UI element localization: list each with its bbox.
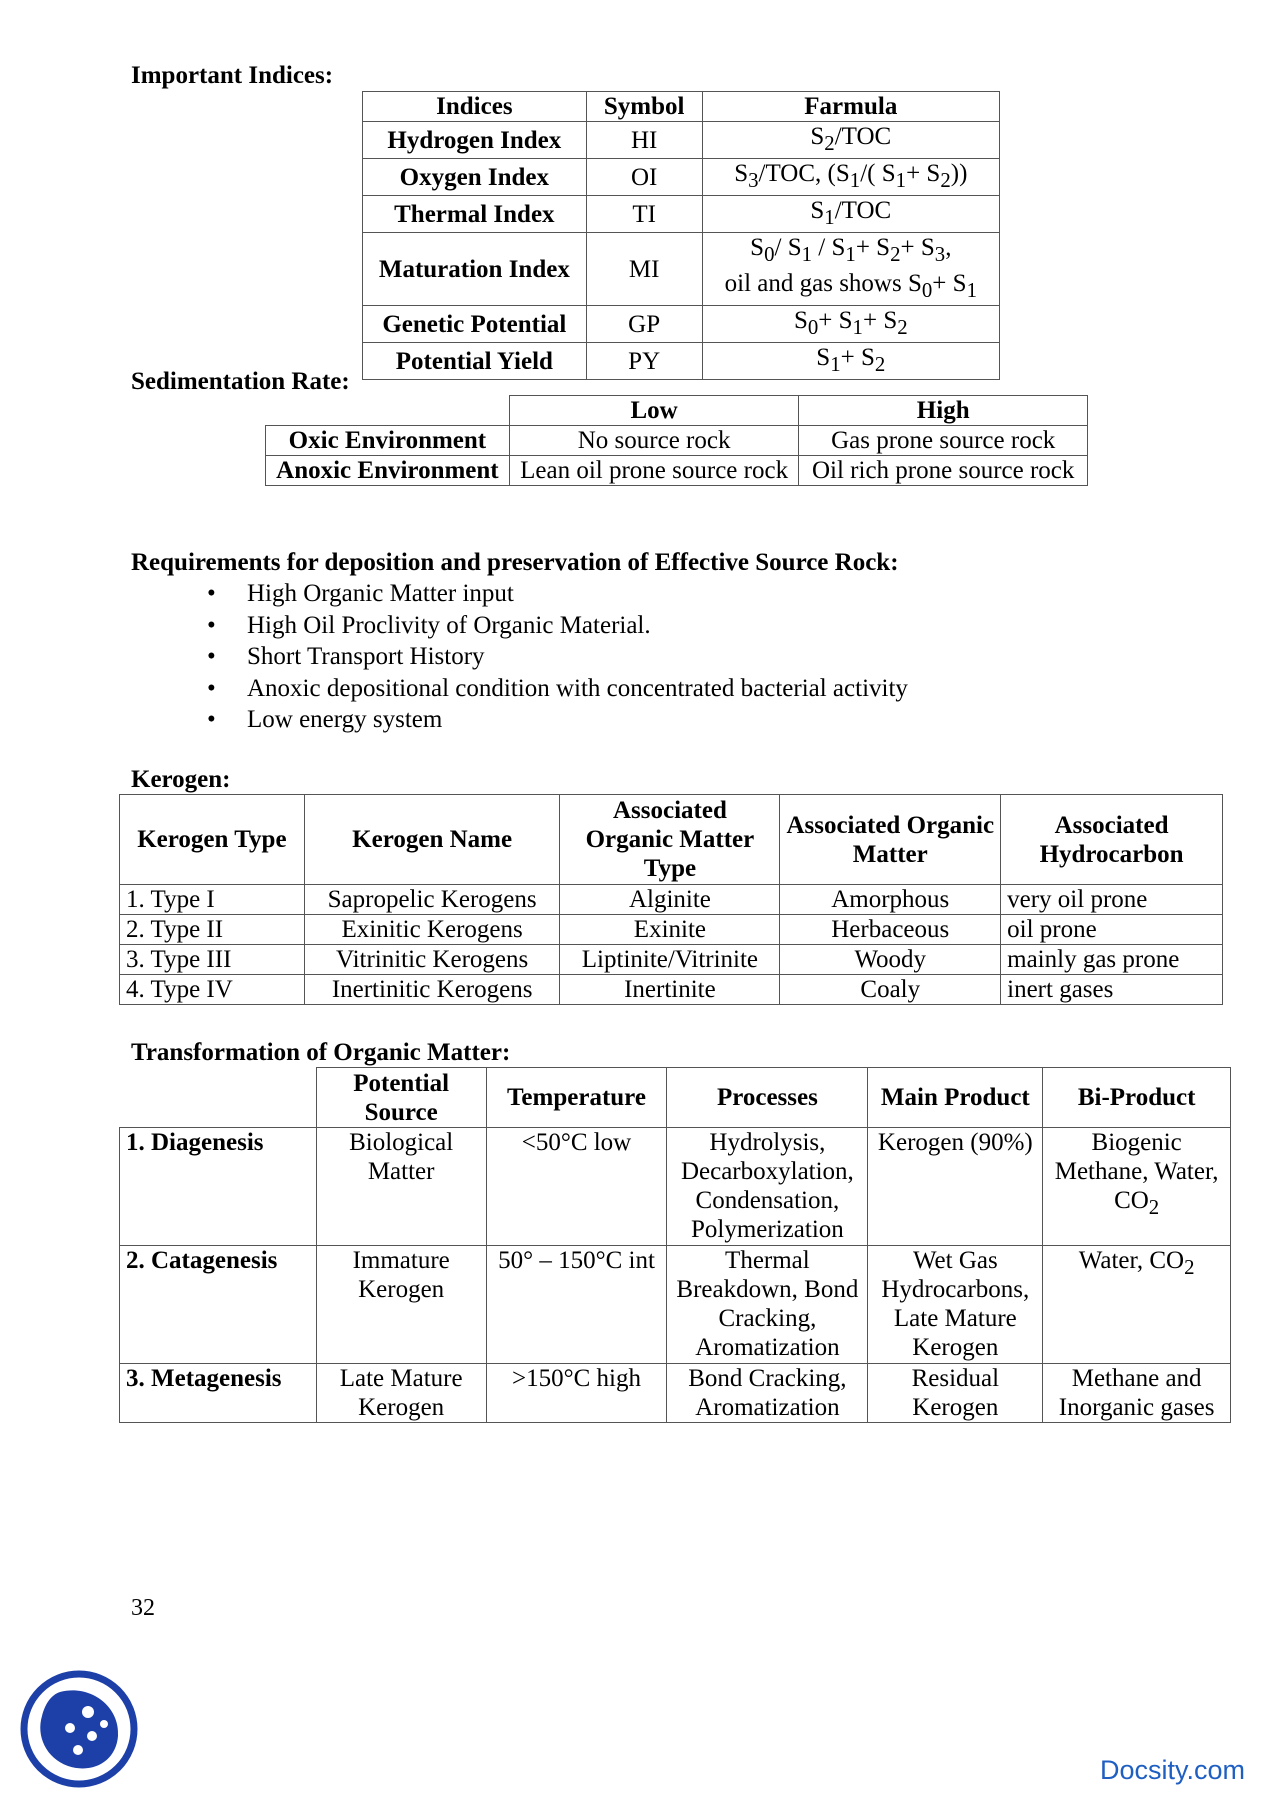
indices-table	[362, 91, 1000, 380]
kerogen-type-cell: 1. Type I	[120, 885, 305, 915]
requirement-item: • Anoxic depositional condition with concentrated bacterial activity	[207, 673, 908, 705]
transformation-col-header: Main Product	[868, 1068, 1043, 1128]
indices-col-header: Indices	[363, 92, 587, 122]
kerogen-row	[120, 885, 1223, 915]
kerogen-col-header: Associated Hydrocarbon	[1001, 795, 1223, 885]
transformation-row	[120, 1128, 1231, 1246]
indices-row	[363, 343, 1000, 380]
kerogen-row	[120, 975, 1223, 1005]
hydrocarbon-cell: very oil prone	[1001, 885, 1223, 915]
organic-matter-type-cell: Alginite	[560, 885, 780, 915]
bi-product-cell: Biogenic Methane, Water, $CO_2$	[1043, 1128, 1231, 1246]
index-name-cell: Potential Yield	[363, 343, 587, 380]
hydrocarbon-cell: inert gases	[1001, 975, 1223, 1005]
organic-matter-type-cell: Exinite	[560, 915, 780, 945]
docsity-brand-text: Docsity.com	[1100, 1755, 1246, 1785]
requirements-list	[207, 578, 908, 736]
kerogen-type-cell: 3. Type III	[120, 945, 305, 975]
requirements-heading: Requirements for deposition and preservation of Effective Source Rock:	[131, 549, 899, 576]
processes-cell: Thermal Breakdown, Bond Cracking, Aromatization	[667, 1246, 868, 1364]
page-number: 32	[131, 1595, 155, 1621]
indices-heading: Important Indices:	[131, 62, 334, 89]
index-formula-cell: $S_1+ S_2$	[702, 343, 999, 380]
index-symbol-cell: TI	[586, 196, 702, 233]
kerogen-row	[120, 915, 1223, 945]
high-rate-cell: Gas prone source rock	[799, 426, 1088, 456]
index-symbol-cell: PY	[586, 343, 702, 380]
kerogen-name-cell: Vitrinitic Kerogens	[304, 945, 560, 975]
potential-source-cell: Immature Kerogen	[316, 1246, 486, 1364]
temperature-cell: >150°C high	[486, 1364, 667, 1423]
hydrocarbon-cell: mainly gas prone	[1001, 945, 1223, 975]
environment-label-cell: Oxic Environment	[266, 426, 510, 456]
processes-cell: Bond Cracking, Aromatization	[667, 1364, 868, 1423]
bi-product-cell: Methane and Inorganic gases	[1043, 1364, 1231, 1423]
main-product-cell: Kerogen (90%)	[868, 1128, 1043, 1246]
requirement-item: • High Organic Matter input	[207, 578, 908, 610]
indices-row	[363, 122, 1000, 159]
sedimentation-corner-cell	[266, 396, 510, 426]
stage-cell: 2. Catagenesis	[120, 1246, 317, 1364]
index-symbol-cell: OI	[586, 159, 702, 196]
kerogen-col-header: Kerogen Name	[304, 795, 560, 885]
index-name-cell: Oxygen Index	[363, 159, 587, 196]
indices-row	[363, 196, 1000, 233]
bi-product-cell: Water, $CO_2$	[1043, 1246, 1231, 1364]
organic-matter-cell: Coaly	[780, 975, 1001, 1005]
processes-cell: Hydrolysis, Decarboxylation, Condensation, Polymerization	[667, 1128, 868, 1246]
organic-matter-cell: Amorphous	[780, 885, 1001, 915]
stage-cell: 3. Metagenesis	[120, 1364, 317, 1423]
kerogen-type-cell: 4. Type IV	[120, 975, 305, 1005]
requirement-item: • High Oil Proclivity of Organic Material.	[207, 610, 908, 642]
high-rate-cell: Oil rich prone source rock	[799, 456, 1088, 486]
main-product-cell: Residual Kerogen	[868, 1364, 1043, 1423]
transformation-col-header: Temperature	[486, 1068, 667, 1128]
index-symbol-cell: HI	[586, 122, 702, 159]
low-rate-cell: No source rock	[509, 426, 799, 456]
sedimentation-row	[266, 426, 1088, 456]
kerogen-col-header: Associated Organic Matter Type	[560, 795, 780, 885]
indices-row	[363, 233, 1000, 306]
docsity-logo-icon	[20, 1670, 138, 1788]
organic-matter-type-cell: Liptinite/Vitrinite	[560, 945, 780, 975]
sedimentation-col-header: High	[799, 396, 1088, 426]
main-product-cell: Wet Gas Hydrocarbons, Late Mature Kerogen	[868, 1246, 1043, 1364]
potential-source-cell: Biological Matter	[316, 1128, 486, 1246]
kerogen-col-header: Kerogen Type	[120, 795, 305, 885]
sedimentation-col-header: Low	[509, 396, 799, 426]
temperature-cell: 50° – 150°C int	[486, 1246, 667, 1364]
indices-col-header: Farmula	[702, 92, 999, 122]
indices-row	[363, 306, 1000, 343]
transformation-corner-cell	[120, 1068, 317, 1128]
index-symbol-cell: GP	[586, 306, 702, 343]
kerogen-col-header: Associated Organic Matter	[780, 795, 1001, 885]
requirement-item: • Low energy system	[207, 704, 908, 736]
index-formula-cell: $S_1$/TOC	[702, 196, 999, 233]
transformation-row	[120, 1364, 1231, 1423]
kerogen-name-cell: Exinitic Kerogens	[304, 915, 560, 945]
transformation-table	[119, 1067, 1231, 1423]
index-symbol-cell: MI	[586, 233, 702, 306]
index-name-cell: Thermal Index	[363, 196, 587, 233]
organic-matter-cell: Herbaceous	[780, 915, 1001, 945]
stage-cell: 1. Diagenesis	[120, 1128, 317, 1246]
index-name-cell: Maturation Index	[363, 233, 587, 306]
low-rate-cell: Lean oil prone source rock	[509, 456, 799, 486]
sedimentation-table	[265, 395, 1088, 486]
index-formula-cell: $S_0/$ $S_1 / S_1+ S_2+ S_3$, oil and gas shows $S_0+ S_1$	[702, 233, 999, 306]
transformation-row	[120, 1246, 1231, 1364]
sedimentation-row	[266, 456, 1088, 486]
sedimentation-heading: Sedimentation Rate:	[131, 368, 350, 395]
kerogen-type-cell: 2. Type II	[120, 915, 305, 945]
index-formula-cell: $S_2$/TOC	[702, 122, 999, 159]
index-formula-cell: $S_3$/TOC, ($S_1/$( $S_1+ S_2$))	[702, 159, 999, 196]
indices-row	[363, 159, 1000, 196]
potential-source-cell: Late Mature Kerogen	[316, 1364, 486, 1423]
temperature-cell: <50°C low	[486, 1128, 667, 1246]
transformation-col-header: Potential Source	[316, 1068, 486, 1128]
transformation-col-header: Processes	[667, 1068, 868, 1128]
kerogen-name-cell: Inertinitic Kerogens	[304, 975, 560, 1005]
environment-label-cell: Anoxic Environment	[266, 456, 510, 486]
organic-matter-cell: Woody	[780, 945, 1001, 975]
kerogen-row	[120, 945, 1223, 975]
kerogen-table	[119, 794, 1223, 1005]
organic-matter-type-cell: Inertinite	[560, 975, 780, 1005]
requirement-item: • Short Transport History	[207, 641, 908, 673]
transformation-col-header: Bi-Product	[1043, 1068, 1231, 1128]
transformation-heading: Transformation of Organic Matter:	[131, 1039, 511, 1066]
indices-col-header: Symbol	[586, 92, 702, 122]
kerogen-name-cell: Sapropelic Kerogens	[304, 885, 560, 915]
index-name-cell: Hydrogen Index	[363, 122, 587, 159]
hydrocarbon-cell: oil prone	[1001, 915, 1223, 945]
index-name-cell: Genetic Potential	[363, 306, 587, 343]
index-formula-cell: $S_0+ S_1+ S_2$	[702, 306, 999, 343]
kerogen-heading: Kerogen:	[131, 766, 231, 793]
